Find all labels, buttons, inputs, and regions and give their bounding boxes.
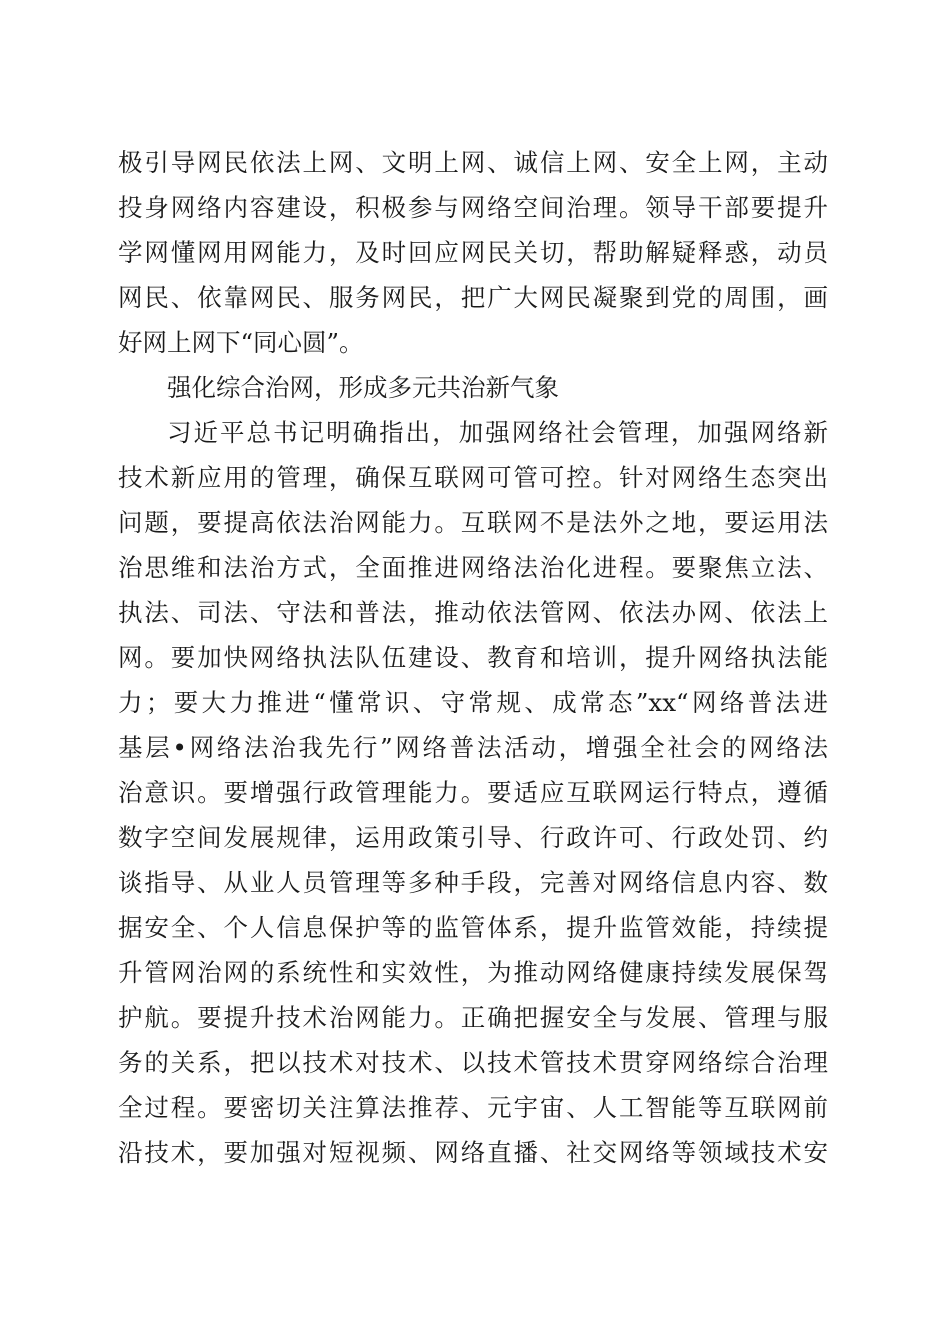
paragraph-line: 全过程。要密切关注算法推荐、元宇宙、人工智能等互联网前: [118, 1093, 828, 1122]
paragraph-line: 治思维和法治方式，全面推进网络法治化进程。要聚焦立法、: [118, 553, 828, 582]
paragraph-line: 务的关系，把以技术对技术、以技术管技术贯穿网络综合治理: [118, 1048, 828, 1077]
paragraph-line: 谈指导、从业人员管理等多种手段，完善对网络信息内容、数: [118, 868, 828, 897]
paragraph-line: 数字空间发展规律，运用政策引导、行政许可、行政处罚、约: [118, 823, 828, 852]
paragraph-line: 技术新应用的管理，确保互联网可管可控。针对网络生态突出: [118, 463, 828, 492]
paragraph-line: 沿技术，要加强对短视频、网络直播、社交网络等领域技术安: [118, 1138, 828, 1167]
paragraph-line: 执法、司法、守法和普法，推动依法管网、依法办网、依法上: [118, 598, 828, 627]
paragraph-line: 基层•网络法治我先行”网络普法活动，增强全社会的网络法: [118, 733, 828, 762]
paragraph-line: 网民、依靠网民、服务网民，把广大网民凝聚到党的周围，画: [118, 283, 828, 312]
paragraph-line: 治意识。要增强行政管理能力。要适应互联网运行特点，遵循: [118, 778, 828, 807]
section-heading: 强化综合治网，形成多元共治新气象: [167, 373, 559, 402]
paragraph-line: 问题，要提高依法治网能力。互联网不是法外之地，要运用法: [118, 508, 828, 537]
paragraph-line: 据安全、个人信息保护等的监管体系，提升监管效能，持续提: [118, 913, 828, 942]
paragraph-line: 极引导网民依法上网、文明上网、诚信上网、安全上网，主动: [118, 148, 828, 177]
paragraph-line: 习近平总书记明确指出，加强网络社会管理，加强网络新: [167, 418, 828, 447]
paragraph-line: 好网上网下“同心圆”。: [118, 328, 364, 357]
paragraph-line: 护航。要提升技术治网能力。正确把握安全与发展、管理与服: [118, 1003, 828, 1032]
paragraph-line: 力；要大力推进“懂常识、守常规、成常态”xx“网络普法进: [118, 688, 828, 717]
paragraph-line: 投身网络内容建设，积极参与网络空间治理。领导干部要提升: [118, 193, 828, 222]
paragraph-line: 升管网治网的系统性和实效性，为推动网络健康持续发展保驾: [118, 958, 828, 987]
paragraph-line: 学网懂网用网能力，及时回应网民关切，帮助解疑释惑，动员: [118, 238, 828, 267]
paragraph-line: 网。要加快网络执法队伍建设、教育和培训，提升网络执法能: [118, 643, 828, 672]
